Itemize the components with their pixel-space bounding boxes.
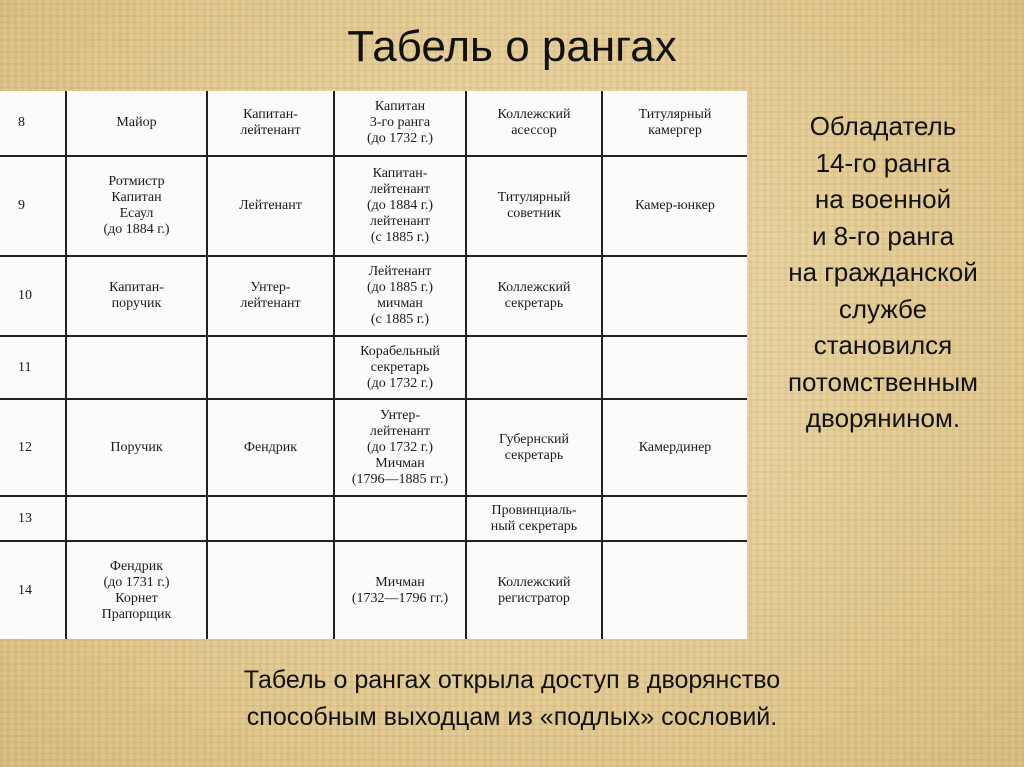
court-rank-cell bbox=[602, 256, 747, 336]
table-row bbox=[0, 541, 747, 639]
slide-title: Табель о рангах bbox=[347, 22, 677, 71]
table-row bbox=[0, 496, 747, 541]
table-row bbox=[0, 399, 747, 496]
guard-rank-cell: Капитан- лейтенант bbox=[207, 91, 334, 156]
army-rank-cell: Ротмистр Капитан Есаул (до 1884 г.) bbox=[66, 156, 207, 256]
rank-number: 10 bbox=[0, 256, 66, 336]
ranks-table bbox=[0, 91, 747, 639]
army-rank-cell bbox=[66, 496, 207, 541]
navy-rank-cell: Капитан 3-го ранга (до 1732 г.) bbox=[334, 91, 466, 156]
army-rank-cell bbox=[66, 336, 207, 399]
rank-number: 8 bbox=[0, 91, 66, 156]
guard-rank-cell bbox=[207, 496, 334, 541]
civil-rank-cell: Коллежский асессор bbox=[466, 91, 602, 156]
rank-number: 12 bbox=[0, 399, 66, 496]
court-rank-cell bbox=[602, 541, 747, 639]
civil-rank-cell: Коллежский секретарь bbox=[466, 256, 602, 336]
navy-rank-cell: Мичман (1732—1796 гг.) bbox=[334, 541, 466, 639]
guard-rank-cell: Фендрик bbox=[207, 399, 334, 496]
navy-rank-cell: Лейтенант (до 1885 г.) мичман (с 1885 г.) bbox=[334, 256, 466, 336]
bottom-caption: Табель о рангах открыла доступ в дворянство способным выходцам из «подлых» сословий. bbox=[243, 666, 781, 731]
table-row bbox=[0, 91, 747, 156]
court-rank-cell: Титулярный камергер bbox=[602, 91, 747, 156]
guard-rank-cell: Унтер- лейтенант bbox=[207, 256, 334, 336]
rank-number: 9 bbox=[0, 156, 66, 256]
ranks-table-image bbox=[0, 91, 747, 639]
civil-rank-cell: Провинциаль- ный секретарь bbox=[466, 496, 602, 541]
court-rank-cell bbox=[602, 496, 747, 541]
army-rank-cell: Капитан- поручик bbox=[66, 256, 207, 336]
rank-number: 13 bbox=[0, 496, 66, 541]
civil-rank-cell bbox=[466, 336, 602, 399]
guard-rank-cell: Лейтенант bbox=[207, 156, 334, 256]
court-rank-cell bbox=[602, 336, 747, 399]
table-row bbox=[0, 156, 747, 256]
side-note: Обладатель 14-го ранга на военной и 8-го ранга на гражданской службе становился потомственным дворянином. bbox=[787, 111, 979, 433]
navy-rank-cell: Унтер- лейтенант (до 1732 г.) Мичман (1796—1885 гг.) bbox=[334, 399, 466, 496]
navy-rank-cell: Корабельный секретарь (до 1732 г.) bbox=[334, 336, 466, 399]
table-row bbox=[0, 256, 747, 336]
army-rank-cell: Поручик bbox=[66, 399, 207, 496]
army-rank-cell: Фендрик (до 1731 г.) Корнет Прапорщик bbox=[66, 541, 207, 639]
navy-rank-cell: Капитан- лейтенант (до 1884 г.) лейтенант (с 1885 г.) bbox=[334, 156, 466, 256]
rank-number: 14 bbox=[0, 541, 66, 639]
army-rank-cell: Майор bbox=[66, 91, 207, 156]
navy-rank-cell bbox=[334, 496, 466, 541]
civil-rank-cell: Коллежский регистратор bbox=[466, 541, 602, 639]
guard-rank-cell bbox=[207, 541, 334, 639]
civil-rank-cell: Губернский секретарь bbox=[466, 399, 602, 496]
table-row bbox=[0, 336, 747, 399]
court-rank-cell: Камер-юнкер bbox=[602, 156, 747, 256]
court-rank-cell: Камердинер bbox=[602, 399, 747, 496]
rank-number: 11 bbox=[0, 336, 66, 399]
civil-rank-cell: Титулярный советник bbox=[466, 156, 602, 256]
guard-rank-cell bbox=[207, 336, 334, 399]
